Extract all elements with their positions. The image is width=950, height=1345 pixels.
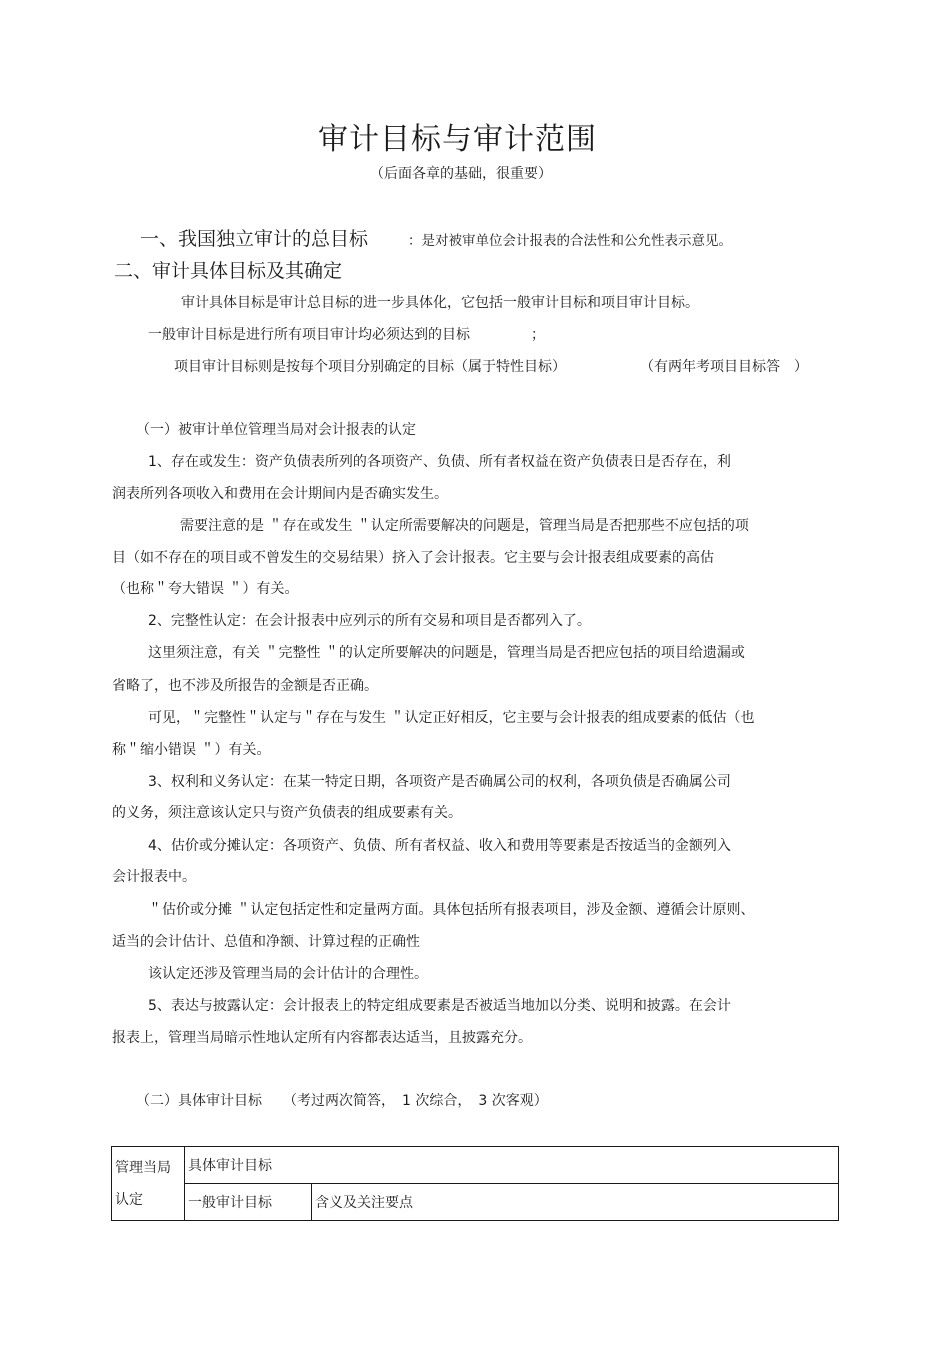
part1-line: 1、存在或发生：资产负债表所列的各项资产、负债、所有者权益在资产负债表日是否存在，利 [148, 454, 731, 470]
table-sub2-label: 含义及关注要点 [315, 1195, 413, 1211]
part1-line: 可见，＂完整性＂认定与＂存在与发生 ＂认定正好相反，它主要与会计报表的组成要素的低估（也 [148, 710, 755, 726]
part1-line: 4、估价或分摊认定：各项资产、负债、所有者权益、收入和费用等要素是否按适当的金额列入 [148, 838, 731, 854]
page-subtitle: （后面各章的基础，很重要） [370, 166, 552, 182]
part2-note: （考过两次简答， 1 次综合， 3 次客观） [283, 1093, 548, 1109]
section2-paragraph-1: 审计具体目标是审计总目标的进一步具体化，它包括一般审计目标和项目审计目标。 [181, 295, 699, 311]
part1-line: 称＂缩小错误 ＂）有关。 [112, 742, 271, 758]
section2-paragraph-2: 一般审计目标是进行所有项目审计均必须达到的目标 [148, 327, 470, 343]
part2-heading: （二）具体审计目标 [136, 1093, 262, 1109]
part1-line: 2、完整性认定：在会计报表中应列示的所有交易和项目是否都列入了。 [148, 613, 591, 629]
part1-heading: （一）被审计单位管理当局对会计报表的认定 [136, 422, 416, 438]
part1-line: 适当的会计估计、总值和净额、计算过程的正确性 [112, 934, 420, 950]
part1-line: 需要注意的是 ＂存在或发生 ＂认定所需要解决的问题是，管理当局是否把那些不应包括的项 [180, 518, 749, 534]
part1-line: 报表上，管理当局暗示性地认定所有内容都表达适当，且披露充分。 [112, 1030, 532, 1046]
table-cell-sub2 [312, 1184, 839, 1221]
part1-line: ＂估价或分摊 ＂认定包括定性和定量两方面。具体包括所有报表项目，涉及金额、遵循会计原则、 [148, 902, 755, 918]
part1-line: 的义务，须注意该认定只与资产负债表的组成要素有关。 [112, 805, 462, 821]
table-cell-assertion [112, 1147, 185, 1221]
section2-paragraph-2-tail: ； [531, 327, 545, 343]
part1-line: 5、表达与披露认定：会计报表上的特定组成要素是否被适当地加以分类、说明和披露。在会计 [148, 998, 731, 1014]
section1-description: ：是对被审单位会计报表的合法性和公允性表示意见。 [408, 233, 732, 249]
table-cell-header [185, 1147, 839, 1184]
section2-heading: 二、审计具体目标及其确定 [114, 260, 343, 282]
part1-line: 目（如不存在的项目或不曾发生的交易结果）挤入了会计报表。它主要与会计报表组成要素的高估 [112, 550, 714, 566]
section1-heading: 一、我国独立审计的总目标 [140, 228, 369, 250]
part1-line: 省略了，也不涉及所报告的金额是否正确。 [112, 678, 378, 694]
table-cell-sub1 [185, 1184, 312, 1221]
section2-paragraph-3: 项目审计目标则是按每个项目分别确定的目标（属于特性目标） [174, 359, 566, 375]
part1-line: 会计报表中。 [112, 869, 196, 885]
page-title: 审计目标与审计范围 [318, 122, 597, 157]
audit-objectives-table [111, 1146, 839, 1221]
part1-line: 润表所列各项收入和费用在会计期间内是否确实发生。 [112, 486, 448, 502]
part1-line: 3、权利和义务认定：在某一特定日期，各项资产是否确属公司的权利，各项负债是否确属公司 [148, 774, 731, 790]
table-header-label: 具体审计目标 [188, 1158, 272, 1174]
section2-paragraph-3-tail: （有两年考项目目标答 ） [640, 359, 808, 375]
part1-line: （也称＂夸大错误 ＂）有关。 [112, 581, 299, 597]
part1-line: 这里须注意，有关 ＂完整性 ＂的认定所要解决的问题是，管理当局是否把应包括的项目给遗漏或 [148, 645, 745, 661]
table-col1-label: 管理当局认定 [115, 1159, 171, 1208]
table-sub1-label: 一般审计目标 [188, 1195, 272, 1211]
part1-line: 该认定还涉及管理当局的会计估计的合理性。 [148, 966, 428, 982]
